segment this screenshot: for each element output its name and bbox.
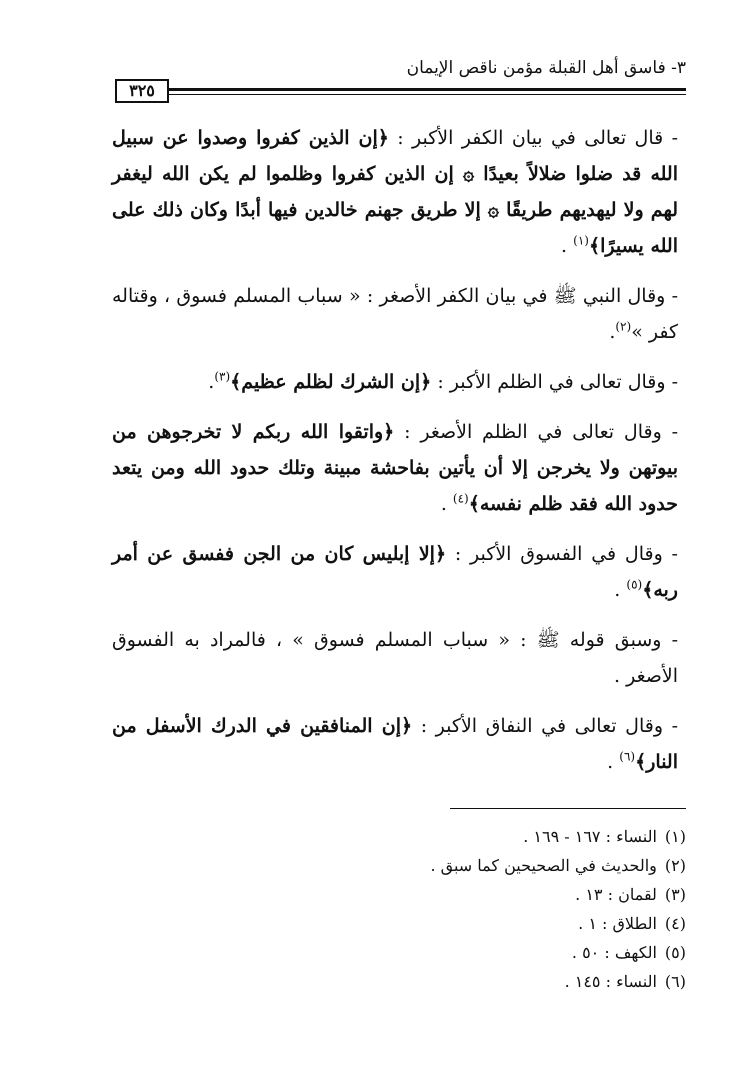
paragraph-intro: - وقال تعالى في النفاق الأكبر : [412,715,678,737]
paragraph-fusuq-akbar [112,536,678,608]
footnote-marker: (٥) [626,577,643,592]
footnote-divider [450,808,686,809]
paragraph-fusuq-asghar [112,622,678,694]
footnote-number: (٢) [664,856,686,875]
paragraph-end: . [607,751,620,773]
paragraph-intro: - وقال تعالى في الظلم الأكبر : [431,371,678,393]
quran-verse: ﴿إن الذين كفروا وصدوا عن سبيل الله قد ضلوا ضلالاً بعيدًا ۞ إن الذين كفروا وظلموا لم يكن الله ليغفر لهم ولا ليهديهم طريقًا ۞ إلا طريق جهنم خالدين فيها أبدًا وكان ذلك على الله يسيرًا﴾ [112,127,678,257]
header-rule-thin [169,94,686,95]
quran-verse: ﴿إلا إبليس كان من الجن ففسق عن أمر ربه﴾ [112,543,678,601]
footnote-number: (٥) [664,943,686,962]
paragraph-end: . [561,235,574,257]
paragraph-end: . [609,321,616,343]
footnote-number: (١) [664,827,686,846]
footnote-text: والحديث في الصحيحين كما سبق . [430,856,657,875]
footnote-item [112,880,686,909]
footnote-text: النساء : ١٤٥ . [564,972,657,991]
footnote-marker: (٣) [214,369,231,384]
footnotes [112,822,686,996]
footnote-text: الطلاق : ١ . [578,914,657,933]
paragraph-kufr-akbar [112,120,678,264]
footnote-item [112,967,686,996]
paragraph-intro: - وقال النبي ﷺ في بيان الكفر الأصغر : « سباب المسلم فسوق ، وقتاله كفر » [112,285,678,343]
paragraph-intro: - وسبق قوله ﷺ : « سباب المسلم فسوق » ، فالمراد به الفسوق الأصغر . [112,629,678,687]
footnote-item [112,909,686,938]
footnote-number: (٦) [664,972,686,991]
paragraph-intro: - وقال تعالى في الظلم الأصغر : [394,421,678,443]
running-title: ٣- فاسق أهل القبلة مؤمن ناقص الإيمان [406,58,686,78]
page-number: ٣٢٥ [115,79,169,103]
footnote-item [112,822,686,851]
paragraph-nifaq-akbar [112,708,678,780]
footnote-marker: (١) [573,233,589,248]
quran-verse: ﴿إن الشرك لظلم عظيم﴾ [230,371,432,393]
footnote-text: النساء : ١٦٧ - ١٦٩ . [523,827,657,846]
paragraph-zulm-asghar [112,414,678,522]
paragraph-kufr-asghar [112,278,678,350]
main-text [112,120,678,794]
footnote-marker: (٦) [619,749,636,764]
header-rule-thick [169,88,686,91]
footnote-item [112,851,686,880]
paragraph-intro: - وقال في الفسوق الأكبر : [446,543,678,565]
footnote-text: الكهف : ٥٠ . [571,943,657,962]
paragraph-zulm-akbar [112,364,678,400]
paragraph-end: . [614,579,627,601]
footnote-marker: (٢) [615,319,632,334]
footnote-number: (٣) [664,885,686,904]
footnote-item [112,938,686,967]
footnote-number: (٤) [664,914,686,933]
paragraph-end: . [440,493,453,515]
footnote-marker: (٤) [452,491,469,506]
footnote-text: لقمان : ١٣ . [575,885,657,904]
quran-verse: ﴿إن المنافقين في الدرك الأسفل من النار﴾ [112,715,678,773]
paragraph-intro: - قال تعالى في بيان الكفر الأكبر : [388,127,678,149]
paragraph-end: . [208,371,215,393]
quran-verse: ﴿واتقوا الله ربكم لا تخرجوهن من بيوتهن ولا يخرجن إلا أن يأتين بفاحشة مبينة وتلك حدود الله ومن يتعد حدود الله فقد ظلم نفسه﴾ [112,421,678,515]
